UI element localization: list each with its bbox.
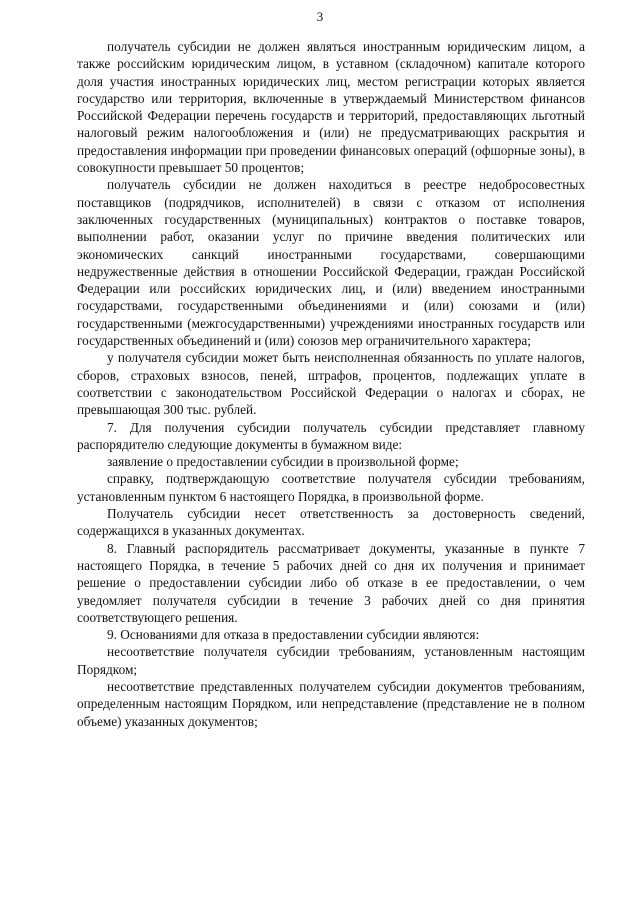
paragraph-unreliable-suppliers-registry: получатель субсидии не должен находиться в реестре недобросовестных поставщиков (подрядчиков, исполнителей) в связи с отказом от исполнения заключенных государственных (муниципальных) контрактов о поставке товаров, выполнении работ, оказании услуг по причине введения политических или экономических санкций иностранными государствами, совершающими недружественные действия в отношении Российской Федерации, граждан Российской Федерации или российских юридических лиц, и (или) введением иностранными государствами, государственными объединениями и (или) союзами и (или) государственными (межгосударственными) учреждениями иностранных государств или государственных объединений и (или) союзов мер ограничительного характера; (77, 177, 585, 349)
paragraph-refusal-nonconformity-documents: несоответствие представленных получателем субсидии документов требованиям, определенным настоящим Порядком, или непредставление (представление не в полном объеме) указанных документов; (77, 678, 585, 729)
paragraph-clause-8: 8. Главный распорядитель рассматривает документы, указанные в пункте 7 настоящего Порядка, в течение 5 рабочих дней со дня их получения и принимает решение о предоставлении субсидии либо об отказе в ее предоставлении, о чем уведомляет получателя субсидии в течение 3 рабочих дней со дня принятия соответствующего решения. (77, 540, 585, 625)
paragraph-application-statement: заявление о предоставлении субсидии в произвольной форме; (107, 454, 459, 470)
paragraph-compliance-certificate: справку, подтверждающую соответствие получателя субсидии требованиям, установленным пунктом 6 настоящего Порядка, в произвольной форме. (77, 471, 585, 504)
document-body (77, 38, 585, 730)
paragraph-responsibility: Получатель субсидии несет ответственность за достоверность сведений, содержащихся в указанных документах. (77, 506, 585, 539)
paragraph-refusal-nonconformity-recipient: несоответствие получателя субсидии требованиям, установленным настоящим Порядком; (77, 644, 585, 677)
paragraph-clause-7: 7. Для получения субсидии получатель субсидии представляет главному распорядителю следующие документы в бумажном виде: (77, 419, 585, 452)
paragraph-tax-debt-limit: у получателя субсидии может быть неисполненная обязанность по уплате налогов, сборов, страховых взносов, пеней, штрафов, процентов, подлежащих уплате в соответствии с законодательством Российской Федерации о налогах и сборах, не превышающая 300 тыс. рублей. (77, 350, 585, 418)
paragraph-offshore-requirement: получатель субсидии не должен являться иностранным юридическим лицом, а также российским юридическим лицом, в уставном (складочном) капитале которого доля участия иностранных юридических лиц, местом регистрации которых является государство или территория, включенные в утверждаемый Министерством финансов Российской Федерации перечень государств и территорий, предоставляющих льготный налоговый режим налогообложения и (или) не предусматривающих раскрытия и предоставления информации при проведении финансовых операций (офшорные зоны), в совокупности превышает 50 процентов; (77, 39, 585, 176)
page-number: 3 (316, 9, 324, 24)
paragraph-clause-9: 9. Основаниями для отказа в предоставлении субсидии являются: (107, 627, 480, 643)
